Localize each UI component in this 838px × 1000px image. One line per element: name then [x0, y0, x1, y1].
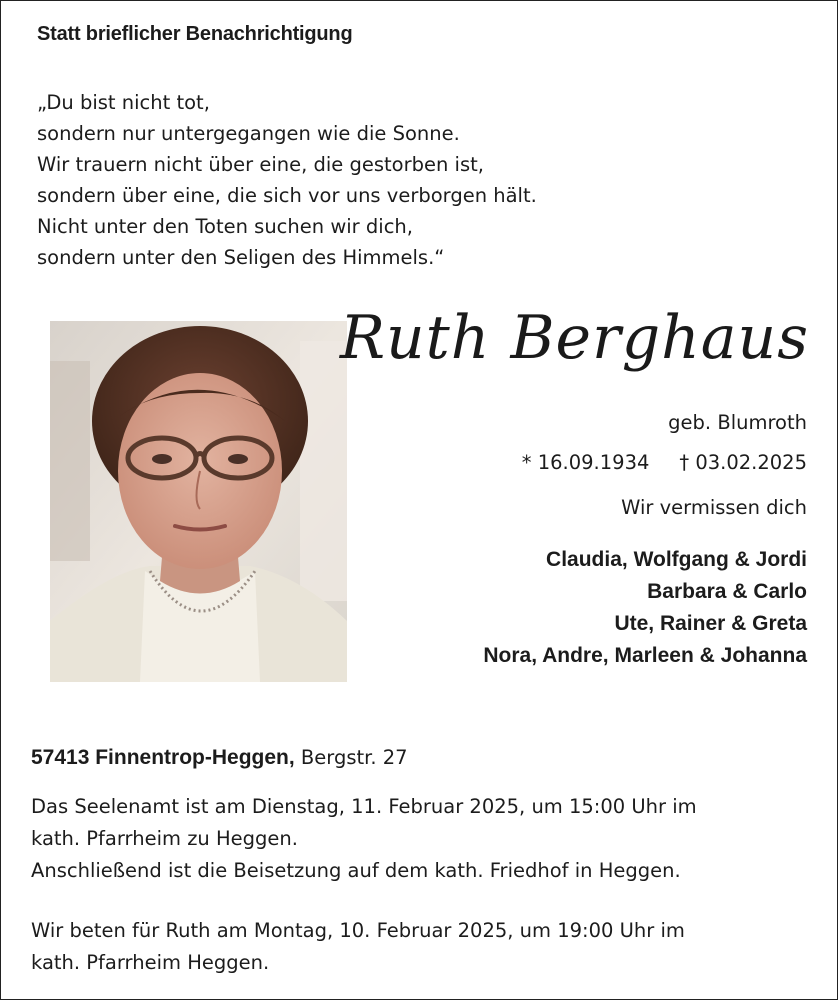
quote-line: „Du bist nicht tot,	[37, 91, 210, 114]
death-date: † 03.02.2025	[679, 451, 807, 474]
address	[31, 746, 408, 770]
quote-line: Nicht unter den Toten suchen wir dich,	[37, 215, 413, 238]
mourning-intro: Wir vermissen dich	[621, 496, 807, 519]
info-line: kath. Pfarrheim Heggen.	[31, 951, 270, 974]
mourner-family: Nora, Andre, Marleen & Johanna	[483, 644, 807, 667]
mourner-family: Barbara & Carlo	[647, 580, 807, 603]
address-street: Bergstr. 27	[300, 746, 408, 769]
service-info	[31, 791, 697, 979]
life-dates	[522, 451, 807, 474]
quote-line: Wir trauern nicht über eine, die gestorben ist,	[37, 153, 484, 176]
quote-line: sondern über eine, die sich vor uns verborgen hält.	[37, 184, 537, 207]
quote-block	[37, 87, 537, 273]
birth-date: * 16.09.1934	[521, 451, 650, 474]
info-line: Wir beten für Ruth am Montag, 10. Februar 2025, um 19:00 Uhr im	[31, 919, 685, 942]
info-spacer	[31, 887, 697, 915]
quote-line: sondern nur untergegangen wie die Sonne.	[37, 122, 460, 145]
mourner-family: Claudia, Wolfgang & Jordi	[546, 548, 807, 571]
notice-heading: Statt brieflicher Benachrichtigung	[37, 23, 353, 45]
mourner-family: Ute, Rainer & Greta	[614, 612, 807, 635]
address-city: 57413 Finnentrop-Heggen,	[31, 746, 295, 769]
deceased-name: Ruth Berghaus	[339, 303, 809, 373]
info-line: Anschließend ist die Beisetzung auf dem kath. Friedhof in Heggen.	[31, 859, 681, 882]
portrait-photo	[50, 321, 347, 682]
info-line: Das Seelenamt ist am Dienstag, 11. Februar 2025, um 15:00 Uhr im	[31, 795, 697, 818]
quote-line: sondern unter den Seligen des Himmels.“	[37, 246, 445, 269]
info-line: kath. Pfarrheim zu Heggen.	[31, 827, 298, 850]
birth-name: geb. Blumroth	[668, 411, 807, 434]
mourners-list	[483, 544, 807, 672]
